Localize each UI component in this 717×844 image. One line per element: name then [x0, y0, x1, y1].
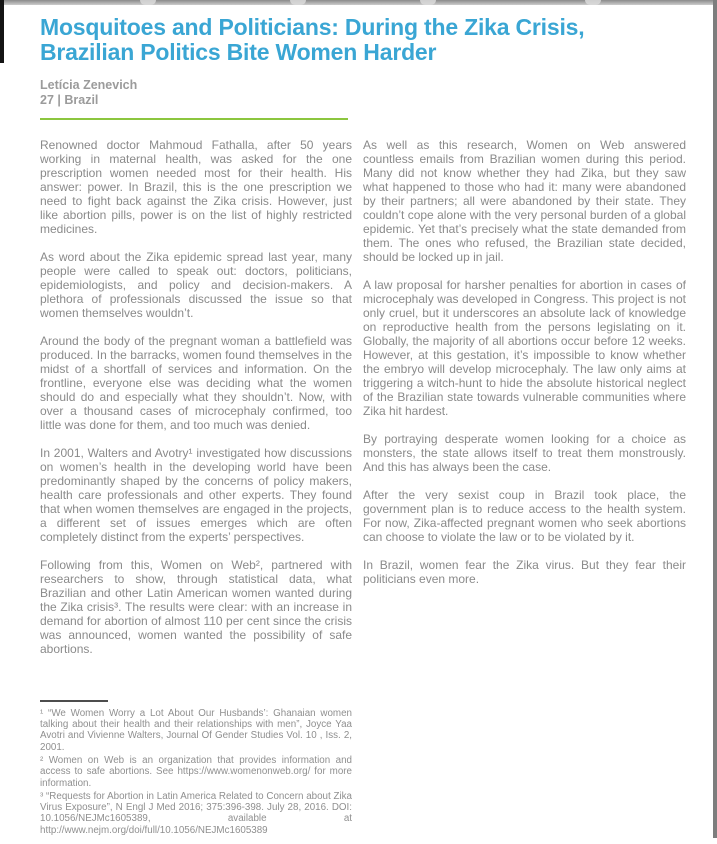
paragraph: By portraying desperate women looking for a choice as monsters, the state allows itself to treat them monstrously. And this has always been the case. [363, 432, 686, 474]
footnote-divider [40, 700, 108, 702]
footnote: ¹ “We Women Worry a Lot About Our Husbands’: Ghanaian women talking about their health and their relationships with men”, Joyce Yaa Avotri and Vivienne Walters, Journal Of Gender Studies Vol. 10 , Iss. 2, 2001. [40, 707, 352, 753]
paragraph: As well as this research, Women on Web answered countless emails from Brazilian women during this period. Many did not know whether they had Zika, but they saw what happened to those who had it: many were abandoned by their partners; all were abandoned by their state. They couldn’t cope alone with the very personal burden of a global epidemic. Yet that’s precisely what the state demanded from them. The ones who refused, the Brazilian state decided, should be locked up in jail. [363, 138, 686, 264]
right-column [363, 138, 686, 838]
browser-chrome-strip [0, 0, 717, 5]
paragraph: In 2001, Walters and Avotry¹ investigated how discussions on women’s health in the developing world have been predominantly shaped by the concerns of policy makers, health care professionals and other experts. They found that when women themselves are engaged in the projects, a different set of issues emerges which are often completely distinct from the experts’ perspectives. [40, 446, 352, 544]
document-page [4, 5, 713, 844]
article-columns [40, 138, 686, 838]
paragraph: After the very sexist coup in Brazil took place, the government plan is to reduce access to the health system. For now, Zika-affected pregnant women who seek abortions can choose to violate the law or to be violated by it. [363, 488, 686, 544]
footnotes-section [40, 690, 352, 838]
browser-tab-hint [420, 0, 436, 5]
browser-tab-hint [585, 0, 601, 5]
paragraph: As word about the Zika epidemic spread last year, many people were called to speak out: doctors, politicians, epidemiologists, and policy and decision-makers. A plethora of professionals discussed the issue so that women themselves wouldn’t. [40, 250, 352, 320]
window-left-edge [0, 0, 4, 63]
accent-divider [40, 118, 348, 120]
paragraph: Following from this, Women on Web², partnered with researchers to show, through statistical data, what Brazilian and other Latin American women wanted during the Zika crisis³. The results were clear: with an increase in demand for abortion of almost 110 per cent since the crisis was announced, women wanted the possibility of safe abortions. [40, 558, 352, 656]
paragraph: In Brazil, women fear the Zika virus. But they fear their politicians even more. [363, 558, 686, 586]
footnote: ³ “Requests for Abortion in Latin America Related to Concern about Zika Virus Exposure”, N Engl J Med 2016; 375:396-398. July 28, 2016. DOI: 10.1056/NEJMc1605389, available at http://www.nejm.org/doi/full/10.1056/NEJMc1605389 [40, 790, 352, 836]
browser-tab-hint [290, 0, 306, 5]
browser-tab-hint [140, 0, 156, 5]
footnote: ² Women on Web is an organization that provides information and access to safe abortions. See https://www.womenonweb.org/ for more information. [40, 754, 352, 789]
article-title: Mosquitoes and Politicians: During the Zika Crisis, Brazilian Politics Bite Women Harder [40, 14, 585, 65]
author-name: Letícia Zenevich [40, 78, 138, 92]
paragraph: A law proposal for harsher penalties for abortion in cases of microcephaly was developed in Congress. This project is not only cruel, but it underscores an absolute lack of knowledge on reproductive health from the persons legislating on it. Globally, the majority of all abortions occur before 12 weeks. However, at this gestation, it’s impossible to know whether the embryo will develop microcephaly. The law only aims at triggering a witch-hunt to hide the absolute historical neglect of the Brazilian state towards vulnerable communities where Zika hit hardest. [363, 278, 686, 418]
author-block [40, 78, 686, 108]
scrollbar-right-edge[interactable] [713, 0, 717, 838]
paragraph: Around the body of the pregnant woman a battlefield was produced. In the barracks, women found themselves in the midst of a shortfall of services and information. On the frontline, everyone else was deciding what the women should do and especially what they shouldn’t. Now, with over a thousand cases of microcephaly confirmed, too little was done for them, and too much was denied. [40, 334, 352, 432]
left-column [40, 138, 352, 838]
paragraph: Renowned doctor Mahmoud Fathalla, after 50 years working in maternal health, was asked for the one prescription women needed most for their health. His answer: power. In Brazil, this is the one prescription we need to fight back against the Zika crisis. However, just like abortion pills, power is on the list of highly restricted medicines. [40, 138, 352, 236]
author-meta: 27 | Brazil [40, 93, 99, 107]
